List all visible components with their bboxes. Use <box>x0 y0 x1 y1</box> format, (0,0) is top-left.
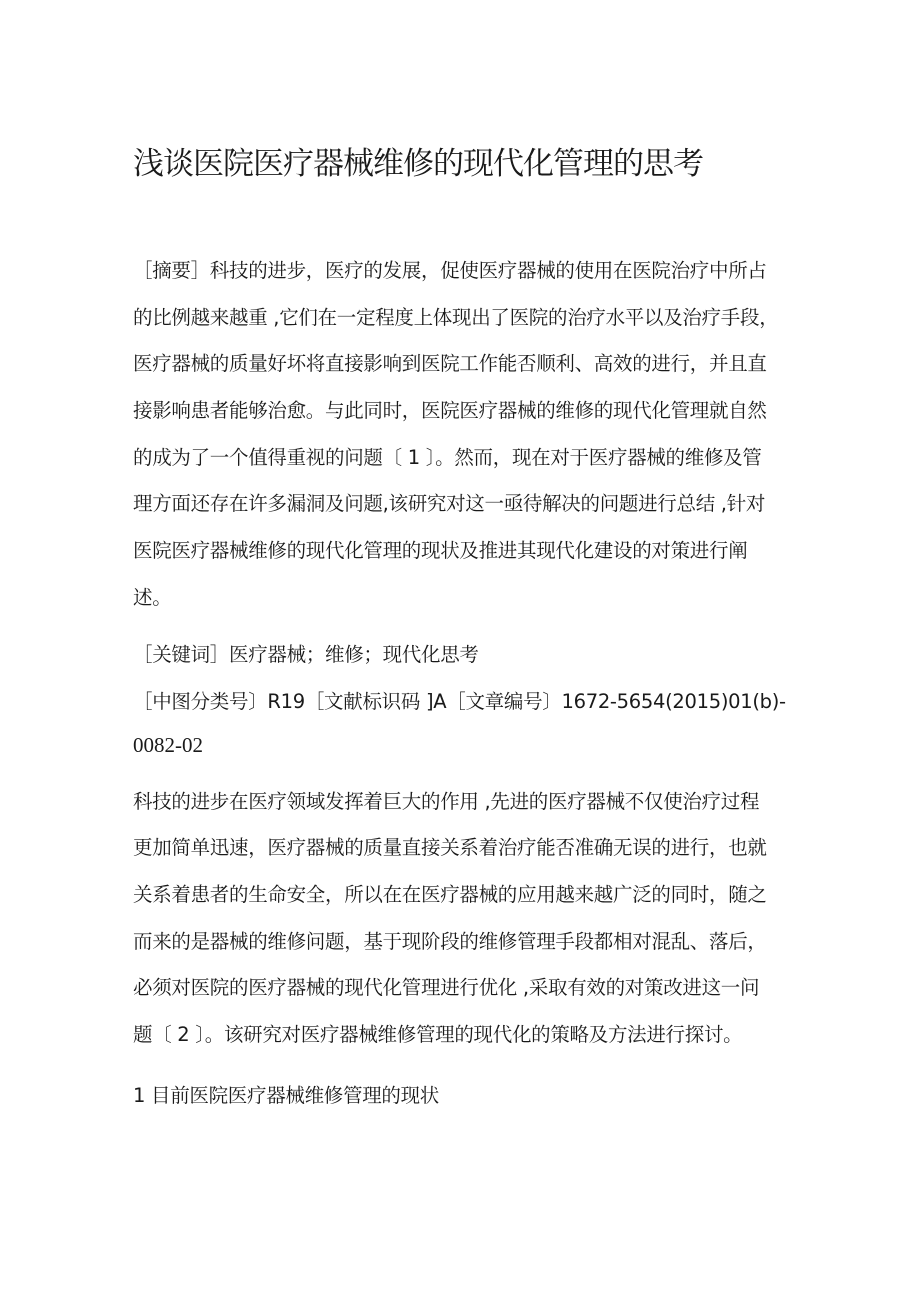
abstract-line: 医疗器械的质量好坏将直接影响到医院工作能否顺利、高效的进行，并且直 <box>133 352 767 375</box>
body-line: 题〔 2 〕。该研究对医疗器械维修管理的现代化的策略及方法进行探讨。 <box>133 1023 743 1046</box>
body-line: 而来的是器械的维修问题，基于现阶段的维修管理手段都相对混乱、落后， <box>133 930 767 953</box>
classification-line-continued: 0082-02 <box>133 733 203 757</box>
keywords-line: ［关键词］医疗器械；维修；现代化思考 <box>133 643 479 666</box>
body-line: 更加简单迅速，医疗器械的质量直接关系着治疗能否准确无误的进行，也就 <box>133 836 767 859</box>
abstract-line: 述。 <box>133 586 172 609</box>
section-heading: 1 目前医院医疗器械维修管理的现状 <box>133 1084 440 1107</box>
body-line: 必须对医院的医疗器械的现代化管理进行优化 ,采取有效的对策改进这一问 <box>133 976 760 999</box>
abstract-line: 接影响患者能够治愈。与此同时，医院医疗器械的维修的现代化管理就自然 <box>133 399 767 422</box>
abstract-line: 医院医疗器械维修的现代化管理的现状及推进其现代化建设的对策进行阐 <box>133 539 748 562</box>
abstract-line: 的成为了一个值得重视的问题〔 1 〕。然而，现在对于医疗器械的维修及管 <box>133 446 762 469</box>
document-title: 浅谈医院医疗器械维修的现代化管理的思考 <box>133 146 703 182</box>
classification-line: ［中图分类号〕R19［文献标识码 ]A［文章编号〕1672-5654(2015)01(b)- <box>133 690 786 713</box>
abstract-line: 理方面还存在许多漏洞及问题,该研究对这一亟待解决的问题进行总结 ,针对 <box>133 492 766 515</box>
abstract-line: ［摘要］科技的进步，医疗的发展，促使医疗器械的使用在医院治疗中所占 <box>133 259 767 282</box>
body-line: 科技的进步在医疗领域发挥着巨大的作用 ,先进的医疗器械不仅使治疗过程 <box>133 790 760 813</box>
abstract-line: 的比例越来越重 ,它们在一定程度上体现出了医院的治疗水平以及治疗手段， <box>133 306 779 329</box>
body-line: 关系着患者的生命安全，所以在在医疗器械的应用越来越广泛的同时，随之 <box>133 883 767 906</box>
